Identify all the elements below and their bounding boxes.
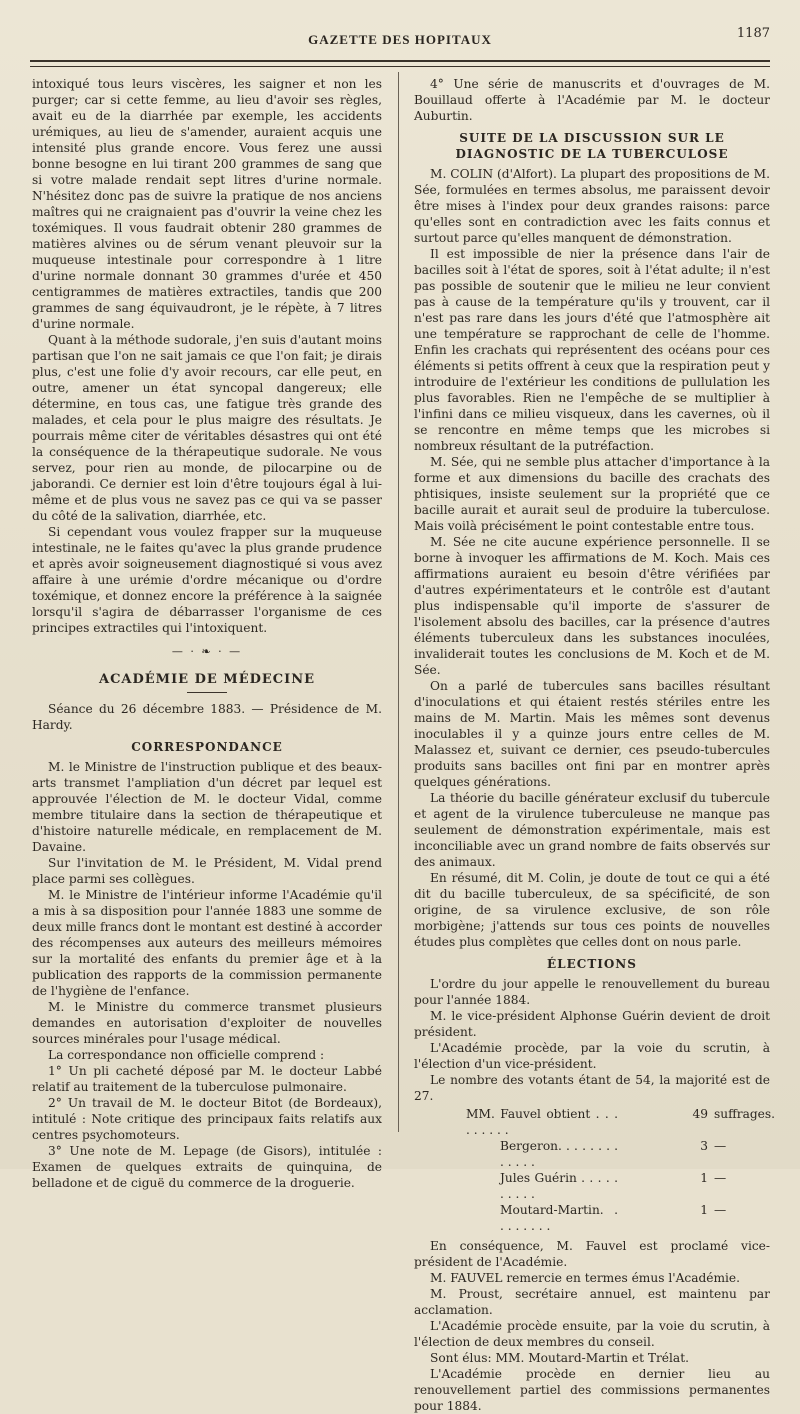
title-rule (187, 692, 227, 693)
discussion-paragraph: On a parlé de tubercules sans bacilles résultant d'inoculations et qui étaient restés stériles entre les mains de M. Martin. Mais les mêmes sont devenus inoculables il y a quinze jours entre celles de M. Malassez et, suivant ce dernier, ces pseudo-tubercules produits sans bacilles ont fini par en montrer après quelques générations. (414, 679, 770, 789)
column-divider (398, 72, 399, 1132)
vote-count: 1 (700, 1203, 708, 1217)
vote-suffix: — (714, 1139, 727, 1153)
discussion-paragraph: M. Sée ne cite aucune expérience personnelle. Il se borne à invoquer les affirmations de M. Koch. Mais ces affirmations auraient eu besoin d'être vérifiées par d'autres expérimentateurs et le contrôle est d'autant plus indispensable qu'il importe de s'assurer de l'isolement absolu des bacilles, car la présence d'autres éléments tuberculeux dans les substances inoculées, invaliderait toutes les conclusions de M. Koch et de M. Sée. (414, 535, 770, 677)
vote-candidate: Bergeron. . . . . . . . . . . . . (500, 1139, 618, 1169)
journal-title: GAZETTE DES HOPITAUX (308, 32, 492, 47)
elections-paragraph: L'ordre du jour appelle le renouvellement du bureau pour l'année 1884. (414, 977, 770, 1007)
vote-suffix: — (714, 1203, 727, 1217)
correspondence-item: M. le Ministre du commerce transmet plusieurs demandes en autorisation d'exploiter de nouvelles sources minérales pour l'usage médical. (32, 1000, 382, 1046)
discussion-paragraph: La théorie du bacille générateur exclusif du tubercule et agent de la virulence tuberculeuse ne manque pas seulement de démonstration expérimentale, mais est inconciliable avec un grand nombre de faits observés sur des animaux. (414, 791, 770, 869)
page-number: 1187 (736, 26, 770, 41)
page-header (30, 26, 770, 56)
elections-paragraph: M. le vice-président Alphonse Guérin devient de droit président. (414, 1009, 770, 1039)
vote-count: 49 (692, 1107, 708, 1121)
correspondence-item: 2° Un travail de M. le docteur Bitot (de Bordeaux), intitulé : Note critique des principaux faits relatifs aux centres psychomoteurs. (32, 1096, 382, 1142)
vote-candidate: MM. Fauvel obtient . . . . . . . . . (466, 1107, 618, 1137)
discussion-paragraph: M. COLIN (d'Alfort). La plupart des propositions de M. Sée, formulées en termes absolus, me paraissent devoir être mises à l'index pour deux grandes raisons: parce qu'elles sont en contradiction avec les faits connus et surtout parce qu'elles manquent de démonstration. (414, 167, 770, 245)
elections-paragraph: M. Proust, secrétaire annuel, est maintenu par acclamation. (414, 1287, 770, 1317)
right-column (414, 76, 775, 1414)
vote-row (414, 1170, 770, 1202)
elections-paragraph: En conséquence, M. Fauvel est proclamé vice-président de l'Académie. (414, 1239, 770, 1269)
header-rule-thin (30, 66, 770, 67)
correspondence-item: La correspondance non officielle comprend : (48, 1048, 325, 1062)
vote-row (414, 1106, 775, 1138)
academy-title: ACADÉMIE DE MÉDECINE (98, 672, 315, 687)
correspondence-item: M. le Ministre de l'instruction publique et des beaux-arts transmet l'ampliation d'un décret par lequel est approuvée l'élection de M. le docteur Vidal, comme membre titulaire dans la section de thérapeutique et d'histoire naturelle médicale, en remplacement de M. Davaine. (32, 760, 382, 854)
paragraph: intoxiqué tous leurs viscères, les saigner et non les purger; car si cette femme, au lieu d'avoir ses règles, avait eu de la diarrhée par exemple, les accidents urémiques, au lieu de s'amender, auraient acquis une intensité plus grande encore. Vous ferez une aussi bonne besogne en lui tirant 200 grammes de sang que si votre malade rendait sept litres d'urine normale. N'hésitez donc pas de suivre la pratique de nos anciens maîtres qui ne craignaient pas d'ouvrir la veine chez les toxémiques. Il vous faudrait obtenir 280 grammes de matières alvines ou de sérum venant pleuvoir sur la muqueuse intestinale pour correspondre à 1 litre d'urine normale donnant 30 grammes d'urée et 450 centigrammes de matières extractiles, tandis que 200 grammes de sang équivaudront, je le répète, à 7 litres d'urine normale. (32, 77, 382, 331)
vote-row (414, 1138, 770, 1170)
session-line: Séance du 26 décembre 1883. — Présidence de M. Hardy. (32, 702, 382, 732)
elections-paragraph: L'Académie procède ensuite, par la voie du scrutin, à l'élection de deux membres du conseil. (414, 1319, 770, 1349)
correspondence-title: CORRESPONDANCE (131, 740, 283, 754)
vote-row (414, 1202, 770, 1234)
vote-suffix: — (714, 1171, 727, 1185)
correspondence-item: M. le Ministre de l'intérieur informe l'Académie qu'il a mis à sa disposition pour l'année 1883 une somme de deux mille francs dont le montant est destiné à accorder des récompenses aux auteurs des meilleurs mémoires sur la mortalité des enfants du premier âge et à la publication des rapports de la commission permanente de l'hygiène de l'enfance. (32, 888, 382, 998)
paragraph: Quant à la méthode sudorale, j'en suis d'autant moins partisan que l'on ne sait jamais ce que l'on fait; je dirais plus, c'est une folie d'y avoir recours, car elle peut, en outre, amener un état syncopal dangereux; elle détermine, en tous cas, une fatigue très grande des malades, et cela pour le plus maigre des résultats. Je pourrais même citer de véritables désastres qui ont été la conséquence de la thérapeutique sudorale. Ne vous servez, pour rien au monde, de pilocarpine ou de jaborandi. Ce dernier est loin d'être toujours égal à lui-même et de plus vous ne savez pas ce qui va se passer du côté de la salivation, diarrhée, etc. (32, 333, 382, 523)
vote-candidate: Moutard-Martin. . . . . . . . . (500, 1203, 618, 1233)
discussion-paragraph: M. Sée, qui ne semble plus attacher d'importance à la forme et aux dimensions du bacille des crachats des phtisiques, insiste seulement sur la propriété que ce bacille aurait et aurait seul de produire la tuberculose. Mais voilà précisément le point contestable entre tous. (414, 455, 770, 533)
section-ornament: — · ❧ · — (171, 645, 243, 658)
elections-title: ÉLECTIONS (547, 957, 637, 971)
discussion-title: SUITE DE LA DISCUSSION SUR LE DIAGNOSTIC DE LA TUBERCULOSE (455, 131, 729, 161)
elections-paragraph: Le nombre des votants étant de 54, la majorité est de 27. (414, 1073, 770, 1103)
vote-count: 3 (700, 1139, 708, 1153)
elections-paragraph: M. FAUVEL remercie en termes émus l'Académie. (430, 1271, 741, 1285)
correspondence-item: 3° Une note de M. Lepage (de Gisors), intitulée : Examen de quelques extraits de quinquina, de belladone et de ciguë du commerce de la droguerie. (32, 1144, 382, 1190)
header-rule (30, 60, 770, 62)
elections-paragraph: L'Académie procède en dernier lieu au renouvellement partiel des commissions permanentes pour 1884. (414, 1367, 770, 1413)
correspondence-item: Sur l'invitation de M. le Président, M. Vidal prend place parmi ses collègues. (32, 856, 382, 886)
correspondence-item: 1° Un pli cacheté déposé par M. le docteur Labbé relatif au traitement de la tuberculose pulmonaire. (32, 1064, 382, 1094)
elections-paragraph: Sont élus: MM. Moutard-Martin et Trélat. (430, 1351, 689, 1365)
vote-suffix: suffrages. (714, 1107, 775, 1121)
vote-results (414, 1106, 775, 1234)
paragraph: Si cependant vous voulez frapper sur la muqueuse intestinale, ne le faites qu'avec la plus grande prudence et après avoir soigneusement diagnostiqué si vous avez affaire à une urémie d'ordre mécanique ou d'ordre toxémique, et donnez encore la préférence à la saignée lorsqu'il s'agira de débarrasser l'organisme de ces principes extractiles qui l'intoxiquent. (32, 525, 382, 635)
left-column (32, 76, 382, 1191)
elections-paragraph: L'Académie procède, par la voie du scrutin, à l'élection d'un vice-président. (414, 1041, 770, 1071)
vote-count: 1 (700, 1171, 708, 1185)
discussion-paragraph: En résumé, dit M. Colin, je doute de tout ce qui a été dit du bacille tuberculeux, de sa spécificité, de son origine, de sa virulence exclusive, de son rôle morbigène; j'attends sur tous ces points de nouvelles études plus complètes que celles dont on nous parle. (414, 871, 770, 949)
discussion-paragraph: Il est impossible de nier la présence dans l'air de bacilles soit à l'état de spores, soit à l'état adulte; il n'est pas possible de soutenir que le milieu ne leur convient pas à cause de la température qu'ils y trouvent, car il n'est pas rare dans les jours d'été que l'atmosphère ait une température se rapprochant de celle de l'homme. Enfin les crachats qui représentent des océans pour ces éléments si petits offrent à ceux que la respiration peut y introduire de l'extérieur les conditions de pullulation les plus favorables. Rien ne l'empêche de se multiplier à l'infini dans ce milieu visqueux, dans les cavernes, où il se rencontre en même temps que les microbes si nombreux résultant de la putréfaction. (414, 247, 770, 453)
intro-item: 4° Une série de manuscrits et d'ouvrages de M. Bouillaud offerte à l'Académie par M. le docteur Auburtin. (414, 77, 770, 123)
vote-candidate: Jules Guérin . . . . . . . . . . (500, 1171, 618, 1201)
